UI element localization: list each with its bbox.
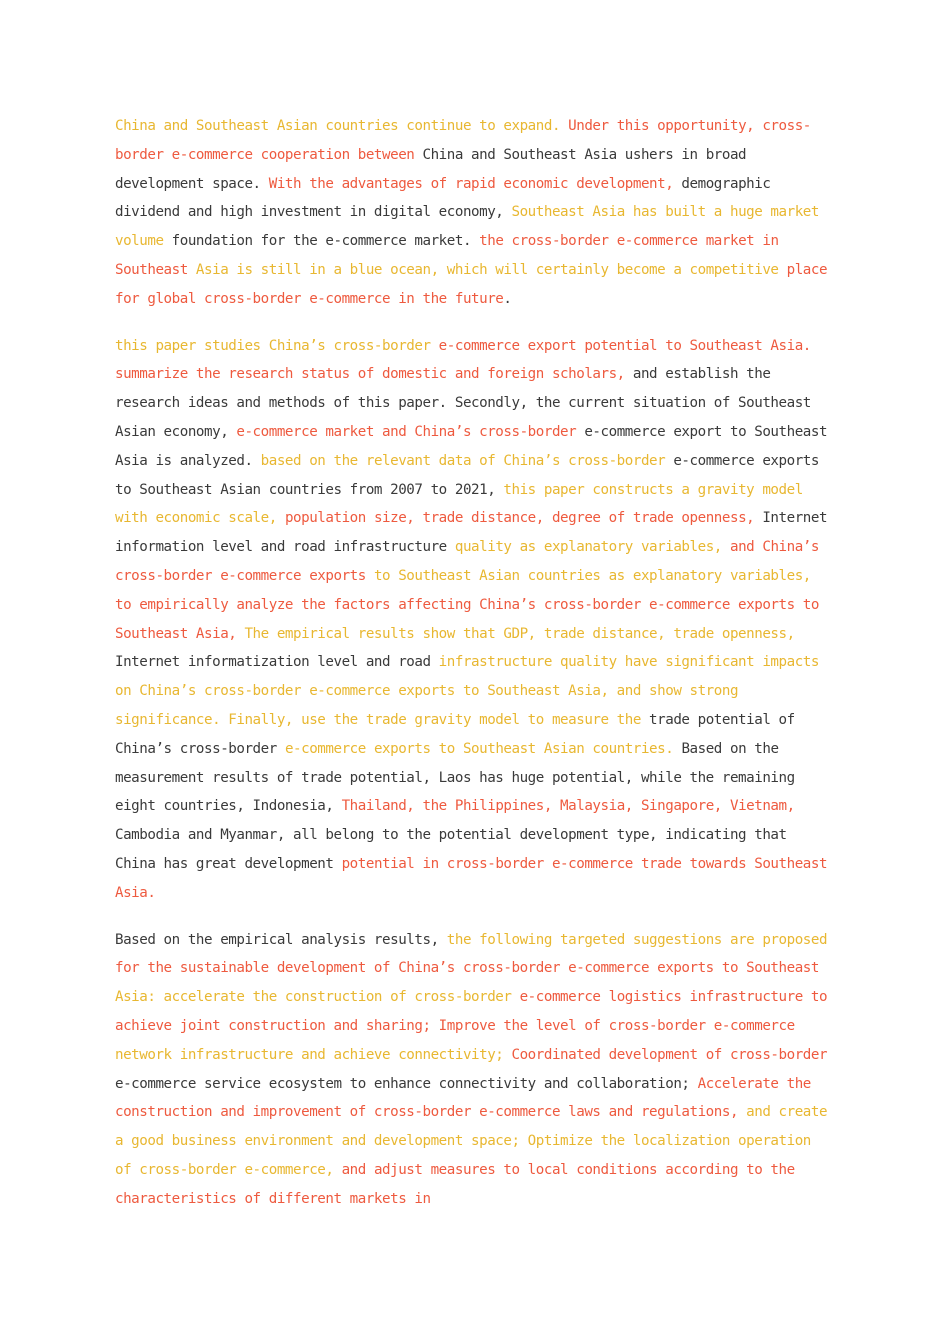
text-segment: and create a good business environment and development space; Optimize the localization operation of cross-border e-commerce, — [115, 1104, 828, 1178]
text-segment: and adjust measures to local conditions according to the characteristics of different markets in — [115, 1161, 795, 1207]
text-segment: demographic dividend and high investment in digital economy, — [115, 175, 771, 221]
paragraph-2 — [115, 332, 835, 908]
text-segment: With the advantages of rapid economic development, — [268, 175, 682, 192]
text-segment: to empirically analyze the factors affecting China’s cross-border e-commerce exports to Southeast Asia, — [115, 596, 819, 642]
text-segment: Internet informatization level and road — [115, 654, 439, 671]
text-segment: the cross-border e-commerce market in Southeast — [115, 233, 779, 278]
text-segment: this paper studies China’s cross-border — [115, 337, 439, 354]
text-segment: Based on the measurement results of trade potential, Laos has huge potential, while the remaining eight countries, Indonesia, — [115, 740, 795, 815]
text-segment: e-commerce exports to Southeast Asian countries from 2007 to 2021, — [115, 452, 819, 498]
text-segment: Internet information level and road infrastructure — [115, 510, 828, 556]
text-segment: trade potential of China’s cross-border — [115, 711, 795, 757]
text-segment: . — [503, 290, 512, 307]
text-segment: quality as explanatory variables, — [454, 539, 730, 556]
text-segment: based on the relevant data of China’s cross-border — [260, 452, 674, 469]
text-segment: Thailand, the Philippines, Malaysia, Singapore, Vietnam, — [341, 798, 795, 815]
text-segment: Under this opportunity, cross-border e-commerce cooperation between — [115, 118, 811, 163]
text-segment: infrastructure quality have significant impacts on China’s cross-border e-commerce exports to Southeast Asia, and show strong significance. Finally, use the trade gravity model to measure the — [115, 654, 819, 728]
text-segment: Based on the empirical analysis results, — [115, 931, 447, 948]
text-segment: network infrastructure and achieve connectivity; — [115, 1046, 512, 1063]
text-segment: e-commerce export to Southeast Asia is analyzed. — [115, 423, 828, 469]
text-segment: Southeast Asia has built a huge market volume — [115, 204, 819, 250]
text-segment: The empirical results show that GDP, trade distance, trade openness, — [244, 625, 795, 642]
text-segment: to Southeast Asian countries as explanatory variables, — [373, 567, 811, 584]
paragraph-3 — [115, 926, 835, 1214]
text-segment: e-commerce market and China’s cross-border — [236, 423, 585, 440]
text-segment: e-commerce exports to Southeast Asian countries. — [284, 740, 682, 757]
document-body — [115, 112, 835, 1231]
text-segment: Coordinated development of cross-border — [511, 1046, 828, 1063]
text-segment: China and Southeast Asia ushers in broad development space. — [115, 146, 747, 192]
text-segment: potential in cross-border e-commerce trade towards Southeast Asia. — [115, 855, 828, 901]
text-segment: Cambodia and Myanmar, all belong to the potential development type, indicating that China has great development — [115, 827, 787, 872]
text-segment: Asia: accelerate the construction of cross-border — [115, 989, 520, 1006]
text-segment: and China’s cross-border e-commerce exports — [115, 539, 819, 584]
text-segment: e-commerce logistics infrastructure to achieve joint construction and sharing; Improve the level of cross-border e-commerce — [115, 989, 828, 1034]
text-segment: Accelerate the construction and improvement of cross-border e-commerce laws and regulations, — [115, 1075, 811, 1121]
text-segment: China and Southeast Asian countries continue to expand. — [115, 118, 569, 134]
text-segment: population size, trade distance, degree of trade openness, — [284, 510, 763, 527]
text-segment: the following targeted suggestions are proposed — [446, 931, 828, 948]
text-segment: e-commerce service ecosystem to enhance connectivity and collaboration; — [115, 1075, 698, 1092]
text-segment: Asia is still in a blue ocean, which will certainly become a competitive — [195, 261, 787, 278]
paragraph-1 — [115, 112, 835, 314]
text-segment: e-commerce export potential to Southeast Asia. summarize the research status of domestic and foreign scholars, — [115, 337, 811, 383]
text-segment: this paper constructs a gravity model with economic scale, — [115, 481, 803, 527]
text-segment: foundation for the e-commerce market. — [171, 233, 480, 250]
text-segment: and establish the research ideas and methods of this paper. Secondly, the current situation of Southeast Asian economy, — [115, 366, 811, 440]
text-segment: for the sustainable development of China’s cross-border e-commerce exports to Southeast — [115, 960, 819, 977]
text-segment: place for global cross-border e-commerce in the future — [115, 261, 828, 307]
